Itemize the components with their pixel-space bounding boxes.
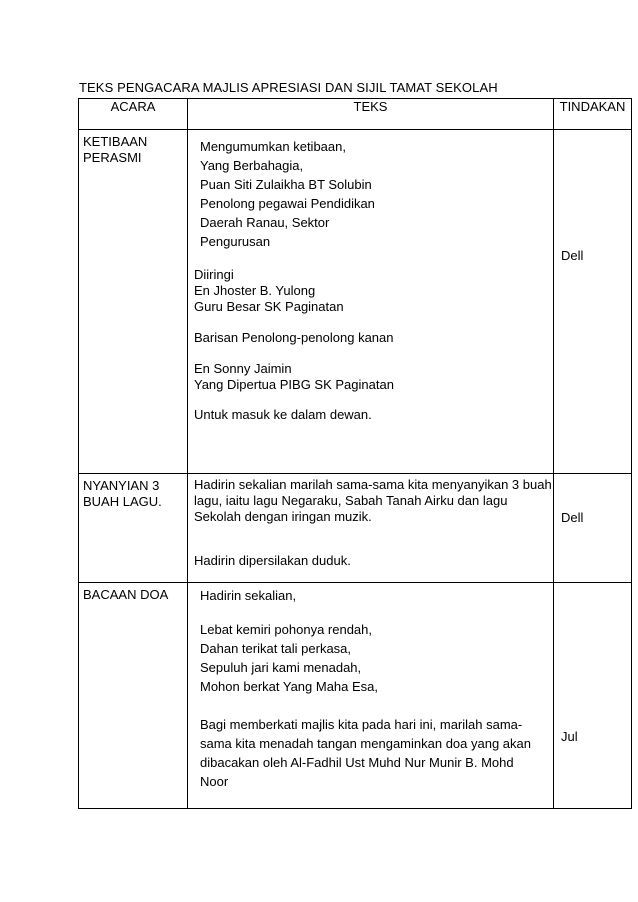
- tindakan-value: Dell: [561, 248, 584, 263]
- header-acara: ACARA: [79, 99, 188, 130]
- document-title: TEKS PENGACARA MAJLIS APRESIASI DAN SIJIL TAMAT SEKOLAH: [79, 80, 498, 95]
- acara-cell: [79, 474, 188, 583]
- acara-cell: [79, 583, 188, 809]
- teks-line: Mengumumkan ketibaan,: [200, 139, 346, 154]
- header-teks: TEKS: [188, 99, 554, 130]
- teks-line: Diiringi: [194, 267, 234, 282]
- teks-line: Hadirin sekalian marilah sama-sama kita menyanyikan 3 buah: [194, 477, 552, 492]
- teks-line: Hadirin dipersilakan duduk.: [194, 553, 351, 568]
- table-row: [79, 474, 632, 583]
- teks-line: Sekolah dengan iringan muzik.: [194, 509, 372, 524]
- acara-line: BUAH LAGU.: [83, 494, 162, 509]
- teks-line: Lebat kemiri pohonya rendah,: [200, 622, 373, 637]
- teks-line: Puan Siti Zulaikha BT Solubin: [200, 177, 372, 192]
- teks-line: Mohon berkat Yang Maha Esa,: [200, 679, 379, 694]
- teks-line: sama kita menadah tangan mengaminkan doa yang akan: [200, 736, 531, 751]
- agenda-table: [78, 98, 632, 809]
- table-row: [79, 583, 632, 809]
- teks-line: Penolong pegawai Pendidikan: [200, 196, 375, 211]
- header-tindakan: TINDAKAN: [554, 99, 632, 130]
- teks-line: Bagi memberkati majlis kita pada hari ini, marilah sama-: [200, 717, 523, 732]
- table-header-row: [79, 99, 632, 130]
- teks-line: Untuk masuk ke dalam dewan.: [194, 407, 372, 422]
- teks-line: lagu, iaitu lagu Negaraku, Sabah Tanah Airku dan lagu: [194, 493, 508, 508]
- teks-line: Barisan Penolong-penolong kanan: [194, 330, 394, 345]
- tindakan-value: Dell: [561, 510, 584, 525]
- acara-line: PERASMI: [83, 150, 142, 165]
- teks-cell: [188, 583, 554, 809]
- teks-cell: [188, 130, 554, 474]
- teks-line: En Jhoster B. Yulong: [194, 283, 316, 298]
- tindakan-value: Jul: [561, 729, 578, 744]
- teks-line: Guru Besar SK Paginatan: [194, 299, 344, 314]
- tindakan-cell: [554, 583, 632, 809]
- table-row: [79, 130, 632, 474]
- acara-line: NYANYIAN 3: [83, 478, 160, 493]
- teks-line: Sepuluh jari kami menadah,: [200, 660, 362, 675]
- teks-line: Noor: [200, 774, 229, 789]
- acara-line: BACAAN DOA: [83, 587, 169, 602]
- teks-cell: [188, 474, 554, 583]
- teks-line: Hadirin sekalian,: [200, 588, 297, 603]
- teks-line: Yang Berbahagia,: [200, 158, 304, 173]
- teks-line: Dahan terikat tali perkasa,: [200, 641, 352, 656]
- tindakan-cell: [554, 474, 632, 583]
- teks-line: Pengurusan: [200, 234, 271, 249]
- teks-line: En Sonny Jaimin: [194, 361, 292, 376]
- teks-line: Daerah Ranau, Sektor: [200, 215, 330, 230]
- tindakan-cell: [554, 130, 632, 474]
- acara-cell: [79, 130, 188, 474]
- teks-line: Yang Dipertua PIBG SK Paginatan: [194, 377, 394, 392]
- teks-line: dibacakan oleh Al-Fadhil Ust Muhd Nur Munir B. Mohd: [200, 755, 514, 770]
- acara-line: KETIBAAN: [83, 134, 148, 149]
